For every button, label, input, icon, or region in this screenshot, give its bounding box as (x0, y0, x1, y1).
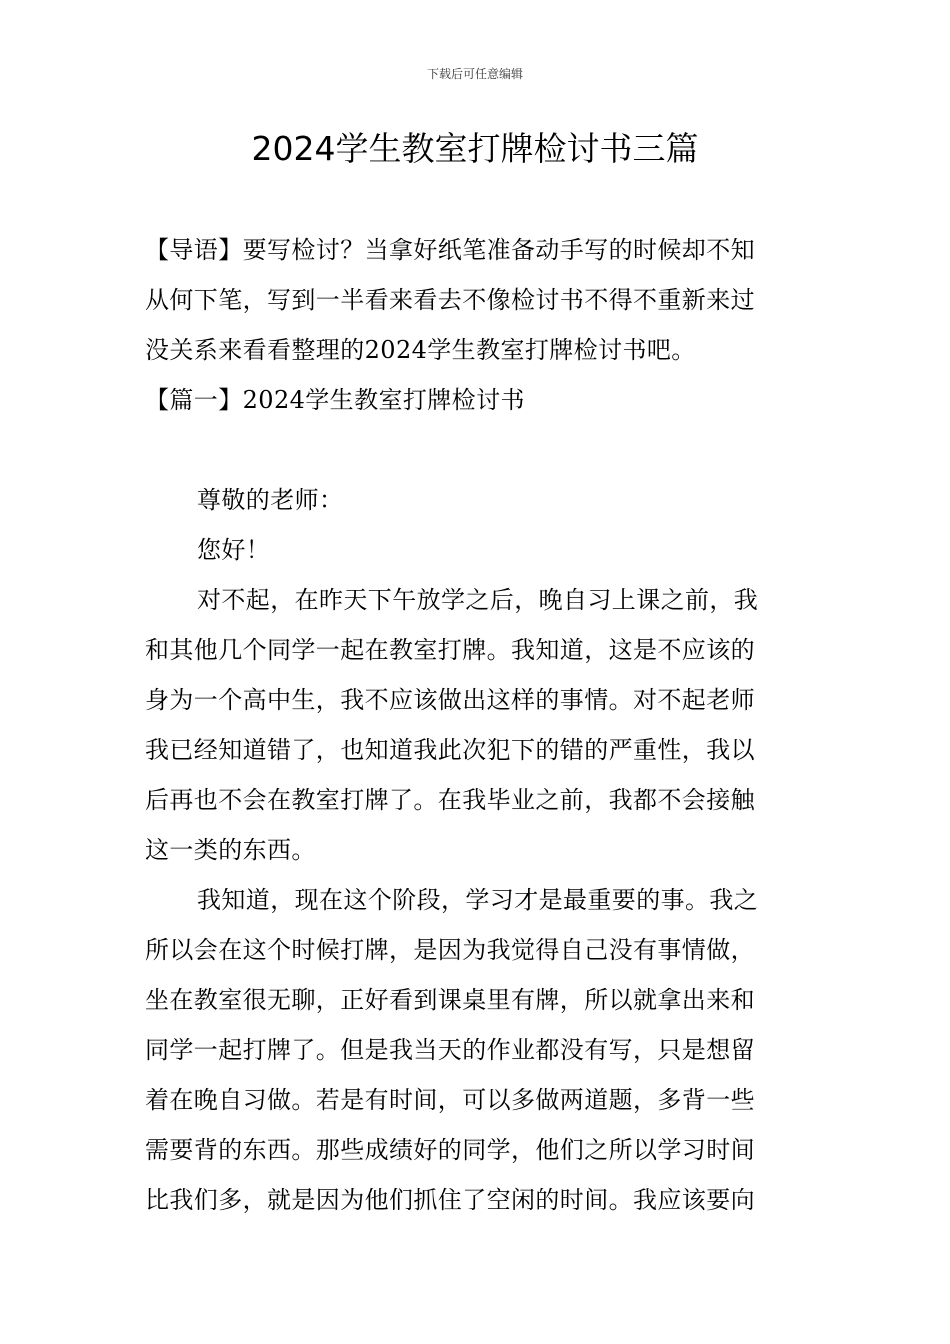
document-body (145, 225, 807, 1225)
paragraph-line: 这一类的东西。 (145, 836, 316, 864)
intro-line: 【导语】要写检讨？当拿好纸笔准备动手写的时候却不知 (145, 236, 755, 264)
section-heading: 【篇一】2024学生教室打牌检讨书 (145, 386, 525, 414)
paragraph-line: 坐在教室很无聊，正好看到课桌里有牌，所以就拿出来和 (145, 986, 755, 1014)
document-title: 2024学生教室打牌检讨书三篇 (251, 129, 699, 168)
intro-line: 从何下笔，写到一半看来看去不像检讨书不得不重新来过 (145, 286, 755, 314)
greeting: 您好！ (197, 536, 271, 564)
paragraph-line: 我知道，现在这个阶段，学习才是最重要的事。我之 (197, 886, 759, 914)
paragraph-line: 需要背的东西。那些成绩好的同学，他们之所以学习时间 (145, 1136, 755, 1164)
paragraph-line: 后再也不会在教室打牌了。在我毕业之前，我都不会接触 (145, 786, 755, 814)
paragraph-line: 比我们多，就是因为他们抓住了空闲的时间。我应该要向 (145, 1186, 755, 1214)
paragraph-line: 所以会在这个时候打牌，是因为我觉得自己没有事情做， (145, 936, 755, 964)
intro-line: 没关系来看看整理的2024学生教室打牌检讨书吧。 (145, 336, 696, 364)
paragraph-line: 身为一个高中生，我不应该做出这样的事情。对不起老师 (145, 686, 755, 714)
paragraph-line: 着在晚自习做。若是有时间，可以多做两道题，多背一些 (145, 1086, 755, 1114)
paragraph-line: 对不起，在昨天下午放学之后，晚自习上课之前，我 (197, 586, 759, 614)
paragraph-line: 和其他几个同学一起在教室打牌。我知道，这是不应该的 (145, 636, 755, 664)
paragraph-line: 同学一起打牌了。但是我当天的作业都没有写，只是想留 (145, 1036, 755, 1064)
salutation: 尊敬的老师： (197, 486, 344, 514)
paragraph-line: 我已经知道错了，也知道我此次犯下的错的严重性，我以 (145, 736, 755, 764)
header-note: 下载后可任意编辑 (426, 67, 523, 81)
blank-line (145, 425, 807, 475)
